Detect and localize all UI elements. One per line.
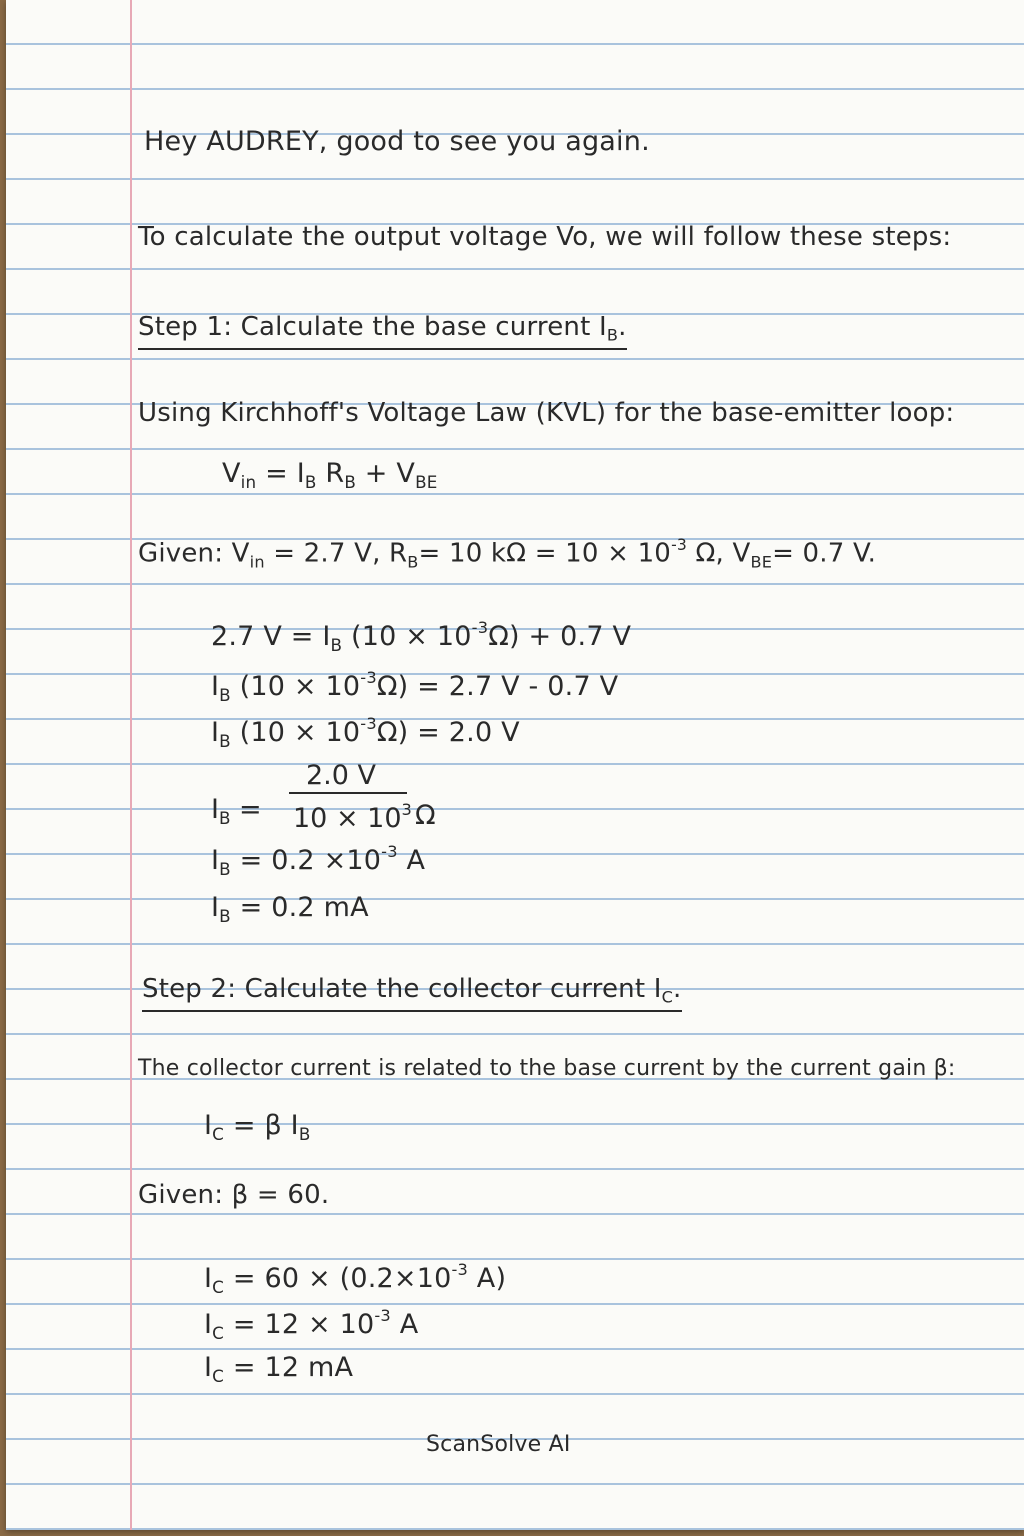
step2-equation-2: $I_C = 12 \times 10^{-3}$ A (204, 1306, 419, 1343)
fraction-unit: Ω (415, 800, 436, 831)
given-beta: Given: β = 60. (138, 1180, 330, 1210)
given-values: Given: $V_{in} = 2.7$ V, $R_B= 10$ $k\Omega = 10 \times 10^{-3}$ Ω, $V_{BE}= 0.7$ V. (138, 536, 877, 572)
fraction-bar (289, 792, 407, 794)
step2-equation-1: $I_C = 60 \times (0.2\times 10^{-3}$ A) (204, 1260, 507, 1297)
fraction-numerator: 2.0 V (306, 760, 376, 791)
footer-brand: ScanSolve AI (426, 1432, 571, 1457)
collector-formula: $I_C = \beta$ $I_B$ (204, 1110, 311, 1144)
fraction-denominator: $10 \times 10^3$ (293, 800, 412, 835)
relation-text: The collector current is related to the base current by the current gain β: (138, 1056, 956, 1081)
kvl-text: Using Kirchhoff's Voltage Law (KVL) for the base-emitter loop: (138, 398, 955, 428)
step1-equation-2: $I_B$ $(10 \times 10^{-3}\Omega) = 2.7$ V - 0.7 V (211, 668, 619, 705)
margin-line (130, 0, 132, 1530)
step1-heading: Step 1: Calculate the base current $I_B$. (138, 312, 627, 350)
step1-equation-3: $I_B$ $(10 \times 10^{-3}\Omega) = 2.0$ V (211, 714, 520, 751)
kvl-formula: $V_{in} = I_B$ $R_B + V_{BE}$ (222, 458, 438, 492)
step1-equation-5: $I_B = 0.2 \times 10^{-3}$ A (211, 842, 426, 879)
step2-heading: Step 2: Calculate the collector current $I_C$. (142, 974, 682, 1012)
notebook-page (6, 0, 1024, 1530)
step2-result: $I_C = 12$ mA (204, 1352, 354, 1386)
step1-equation-1: 2.7 $V = I_B$ $(10 \times 10^{-3}\Omega) + 0.7$ V (211, 618, 632, 655)
intro-text: To calculate the output voltage Vo, we will follow these steps: (138, 222, 952, 252)
greeting: Hey AUDREY, good to see you again. (144, 126, 650, 157)
step1-result: $I_B = 0.2$ mA (211, 892, 369, 926)
fraction-lhs: $I_B$ = (211, 794, 262, 828)
